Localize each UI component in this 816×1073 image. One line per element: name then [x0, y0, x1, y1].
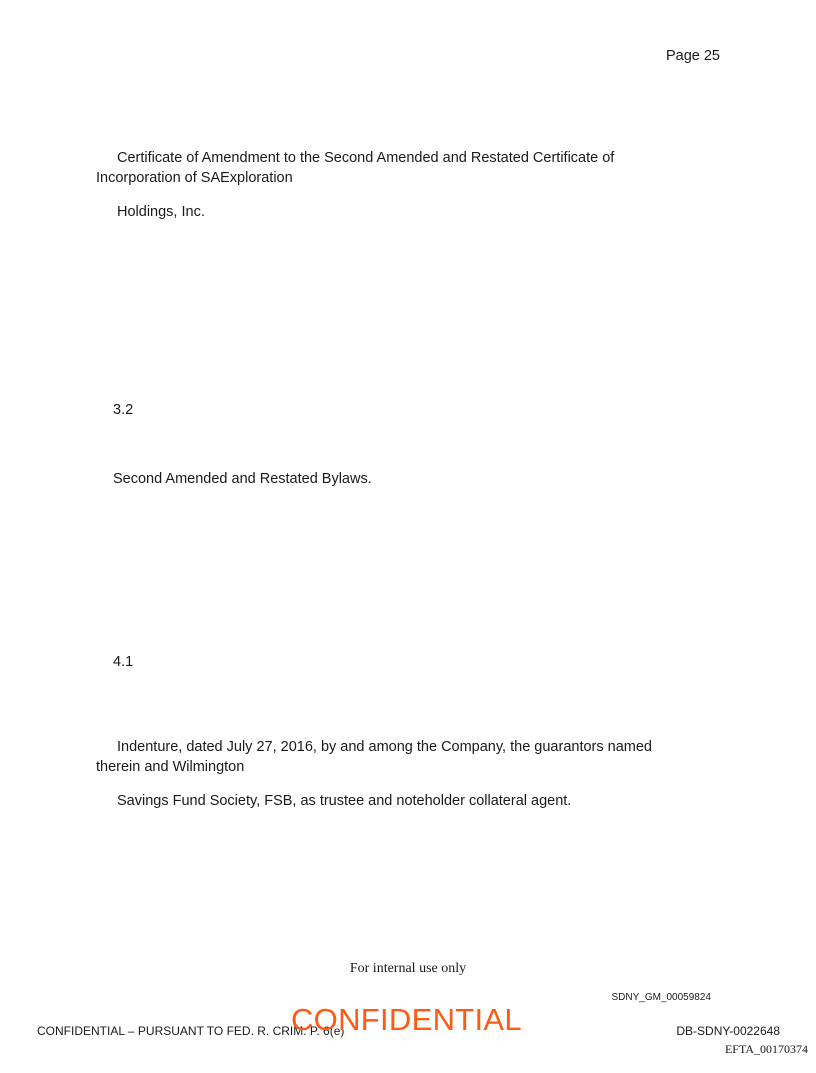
exhibit-4-1-line-1: Indenture, dated July 27, 2016, by and among the Company, the guarantors named: [117, 739, 652, 755]
exhibit-number-4-1: 4.1: [113, 654, 134, 670]
exhibit-certificate-line-3: Holdings, Inc.: [117, 204, 205, 220]
confidential-stamp: CONFIDENTIAL: [291, 1002, 522, 1037]
exhibit-4-1-line-2: therein and Wilmington: [96, 759, 245, 775]
exhibit-3-2-description: Second Amended and Restated Bylaws.: [113, 471, 372, 487]
bates-number-sdny-gm: SDNY_GM_00059824: [611, 992, 711, 1003]
internal-use-notice: For internal use only: [349, 961, 467, 976]
bates-number-db-sdny: DB-SDNY-0022648: [676, 1024, 780, 1038]
exhibit-certificate-line-1: Certificate of Amendment to the Second Amended and Restated Certificate of: [117, 150, 615, 166]
exhibit-number-3-2: 3.2: [113, 402, 134, 418]
bates-number-efta: EFTA_00170374: [724, 1042, 808, 1056]
exhibit-certificate-paragraph: [96, 148, 736, 188]
confidential-notice: CONFIDENTIAL – PURSUANT TO FED. R. CRIM. P. 6(e): [37, 1024, 345, 1038]
page-number: Page 25: [665, 48, 720, 64]
exhibit-4-1-paragraph: [96, 737, 736, 777]
exhibit-certificate-line-2: Incorporation of SAExploration: [96, 170, 293, 186]
exhibit-4-1-line-3: Savings Fund Society, FSB, as trustee and noteholder collateral agent.: [117, 793, 572, 809]
